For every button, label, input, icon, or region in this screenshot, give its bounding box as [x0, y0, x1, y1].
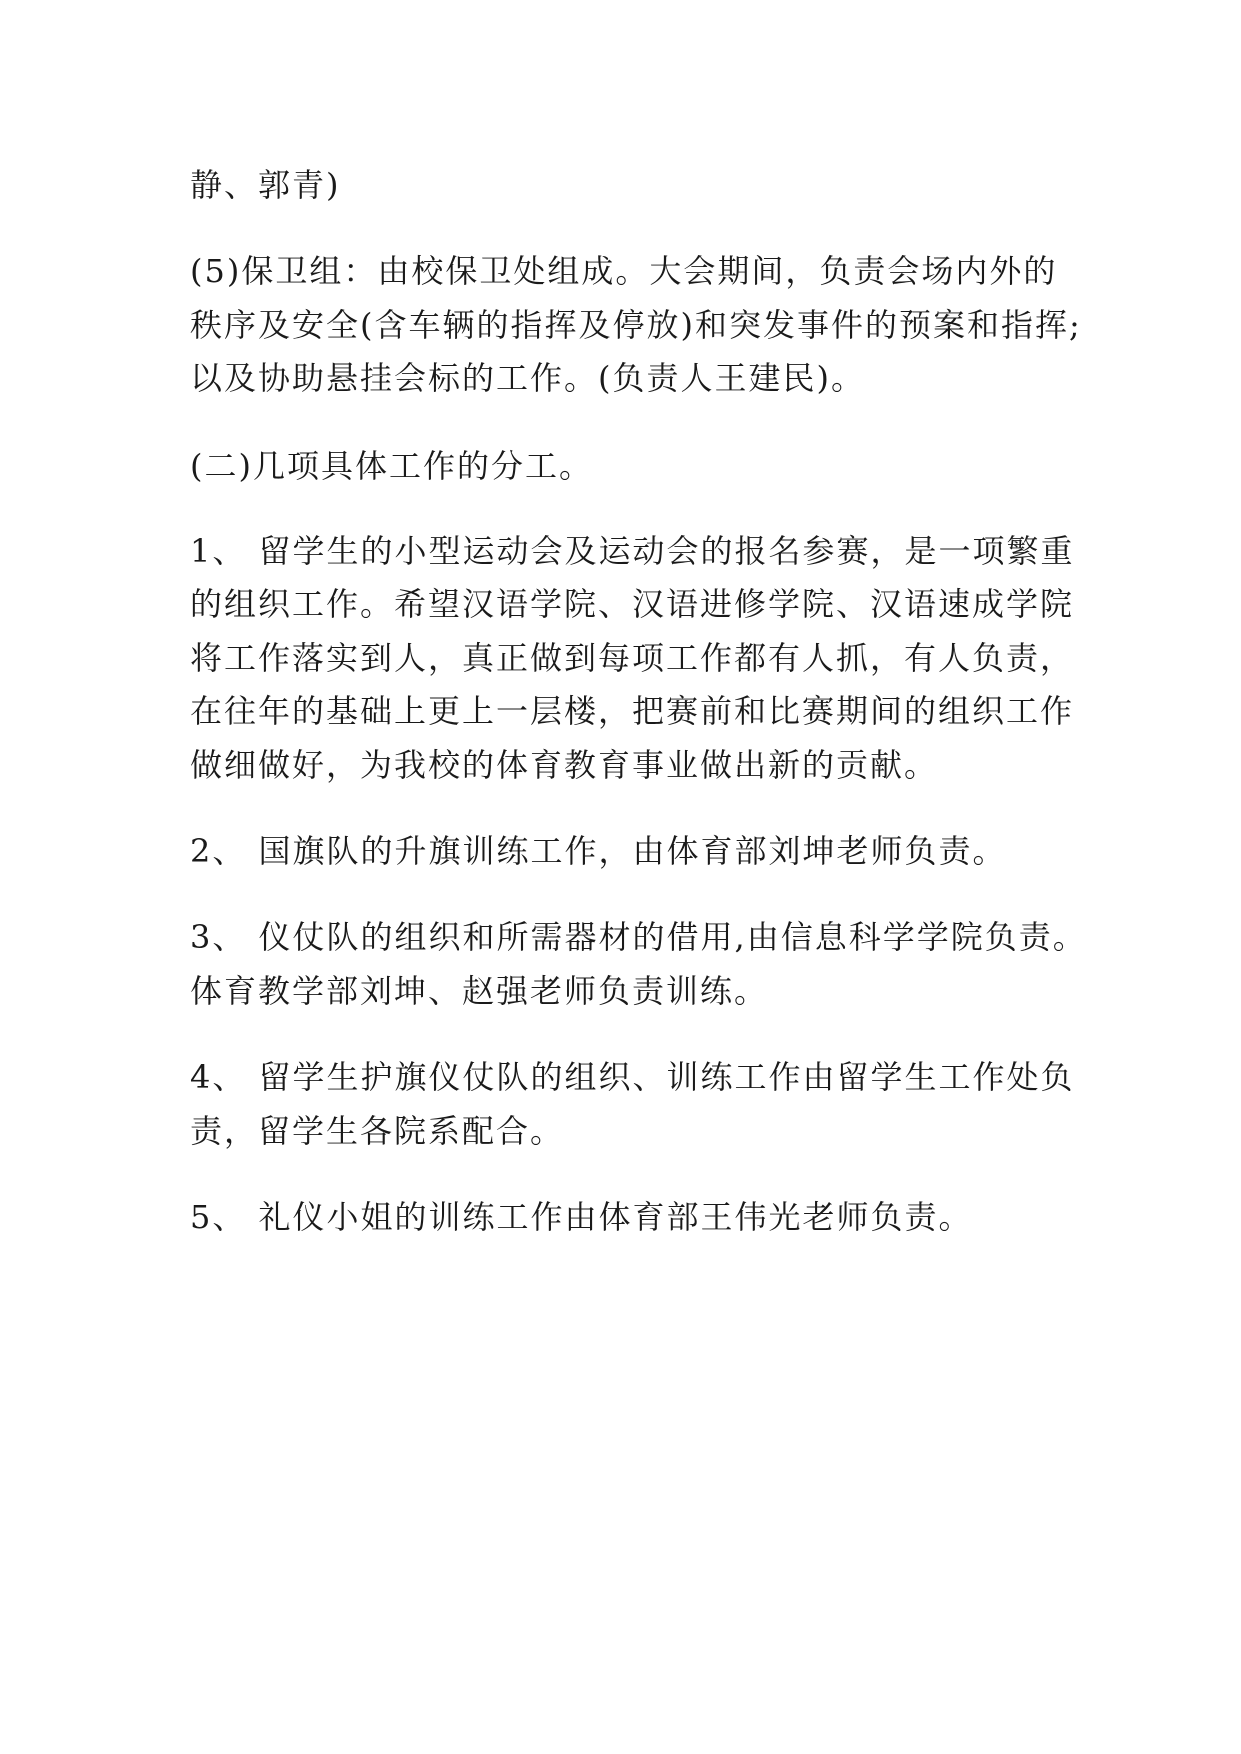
item-3-line-1: 3、 仪仗队的组织和所需器材的借用,由信息科学学院负责。 — [190, 918, 1087, 956]
section-heading: (二)几项具体工作的分工。 — [190, 447, 593, 485]
item-3-line-2: 体育教学部刘坤、赵强老师负责训练。 — [190, 972, 769, 1010]
item-2-line-1: 2、 国旗队的升旗训练工作，由体育部刘坤老师负责。 — [190, 832, 1007, 870]
item-1-line-3: 将工作落实到人，真正做到每项工作都有人抓，有人负责， — [190, 639, 1075, 677]
security-group-line-1: (5)保卫组：由校保卫处组成。大会期间，负责会场内外的 — [190, 252, 1058, 290]
item-5-line-1: 5、 礼仪小姐的训练工作由体育部王伟光老师负责。 — [190, 1198, 973, 1236]
item-1-line-5: 做细做好，为我校的体育教育事业做出新的贡献。 — [190, 746, 939, 784]
item-1-line-2: 的组织工作。希望汉语学院、汉语进修学院、汉语速成学院 — [190, 585, 1075, 623]
security-group-line-3: 以及协助悬挂会标的工作。(负责人王建民)。 — [190, 359, 865, 397]
item-4-line-1: 4、 留学生护旗仪仗队的组织、训练工作由留学生工作处负 — [190, 1058, 1075, 1096]
item-4-line-2: 责，留学生各院系配合。 — [190, 1112, 565, 1150]
item-1-line-4: 在往年的基础上更上一层楼，把赛前和比赛期间的组织工作 — [190, 692, 1075, 730]
security-group-line-2: 秩序及安全(含车辆的指挥及停放)和突发事件的预案和指挥; — [190, 306, 1082, 344]
item-1-line-1: 1、 留学生的小型运动会及运动会的报名参赛，是一项繁重 — [190, 532, 1075, 570]
paragraph-continuation-line: 静、郭青) — [190, 166, 341, 204]
